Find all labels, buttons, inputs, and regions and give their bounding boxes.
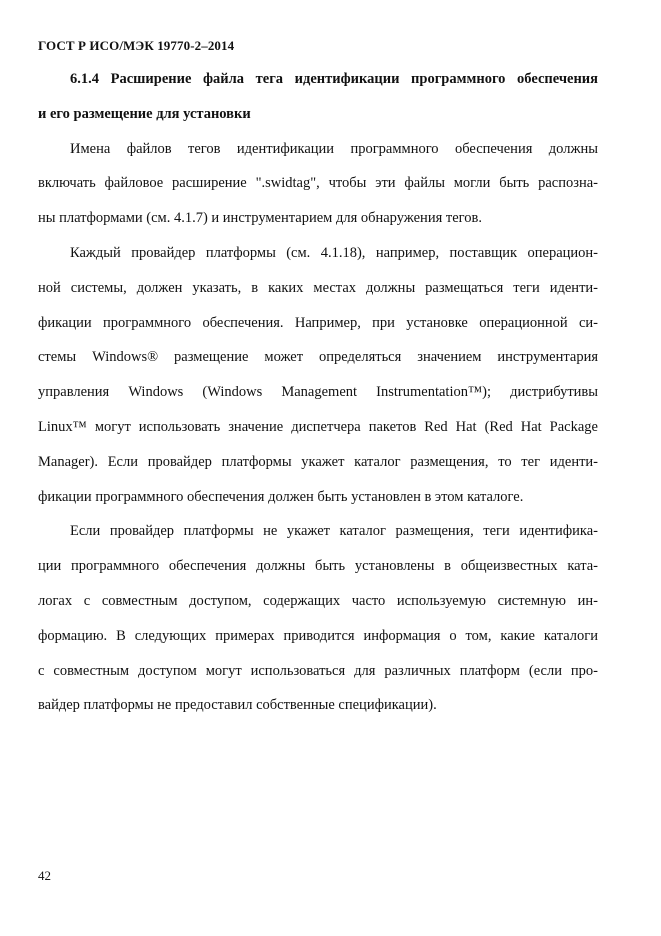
section-body — [38, 62, 598, 723]
paragraph-line: Если провайдер платформы не укажет каталог размещения, теги идентифика- — [70, 523, 598, 540]
paragraph-line: включать файловое расширение ".swidtag", чтобы эти файлы могли быть распозна- — [38, 175, 598, 192]
paragraph-line: Linux™ могут использовать значение диспетчера пакетов Red Hat (Red Hat Package — [38, 418, 598, 435]
paragraph-line: Manager). Если провайдер платформы укажет каталог размещения, то тег иденти- — [38, 453, 598, 470]
section-heading-line: 6.1.4 Расширение файла тега идентификации программного обеспечения — [70, 71, 598, 87]
paragraph-line: Имена файлов тегов идентификации программного обеспечения должны — [70, 140, 598, 157]
paragraph — [38, 236, 598, 514]
paragraph-line: ны платформами (см. 4.1.7) и инструментарием для обнаружения тегов. — [38, 210, 482, 227]
paragraph — [38, 514, 598, 723]
paragraph-line: с совместным доступом могут использоваться для различных платформ (если про- — [38, 662, 598, 679]
paragraph — [38, 132, 598, 236]
paragraph-line: ной системы, должен указать, в каких местах должны размещаться теги иденти- — [38, 279, 598, 296]
paragraph-line: стемы Windows® размещение может определяться значением инструментария — [38, 349, 598, 366]
paragraph-line: фикации программного обеспечения. Например, при установке операционной си- — [38, 314, 598, 331]
paragraph-line: формацию. В следующих примерах приводится информация о том, какие каталоги — [38, 627, 598, 644]
paragraph-line: управления Windows (Windows Management Instrumentation™); дистрибутивы — [38, 384, 598, 401]
paragraph-line: логах с совместным доступом, содержащих часто используемую системную ин- — [38, 592, 598, 609]
section-heading-line: и его размещение для установки — [38, 105, 251, 122]
paragraph-line: вайдер платформы не предоставил собственные спецификации). — [38, 697, 437, 714]
paragraph-line: ции программного обеспечения должны быть установлены в общеизвестных ката- — [38, 558, 598, 575]
paragraph-line: фикации программного обеспечения должен быть установлен в этом каталоге. — [38, 488, 524, 505]
section-heading — [38, 62, 598, 132]
document-header: ГОСТ Р ИСО/МЭК 19770-2–2014 — [38, 38, 235, 53]
paragraph-line: Каждый провайдер платформы (см. 4.1.18), например, поставщик операцион- — [70, 244, 598, 261]
page-number: 42 — [38, 868, 51, 883]
